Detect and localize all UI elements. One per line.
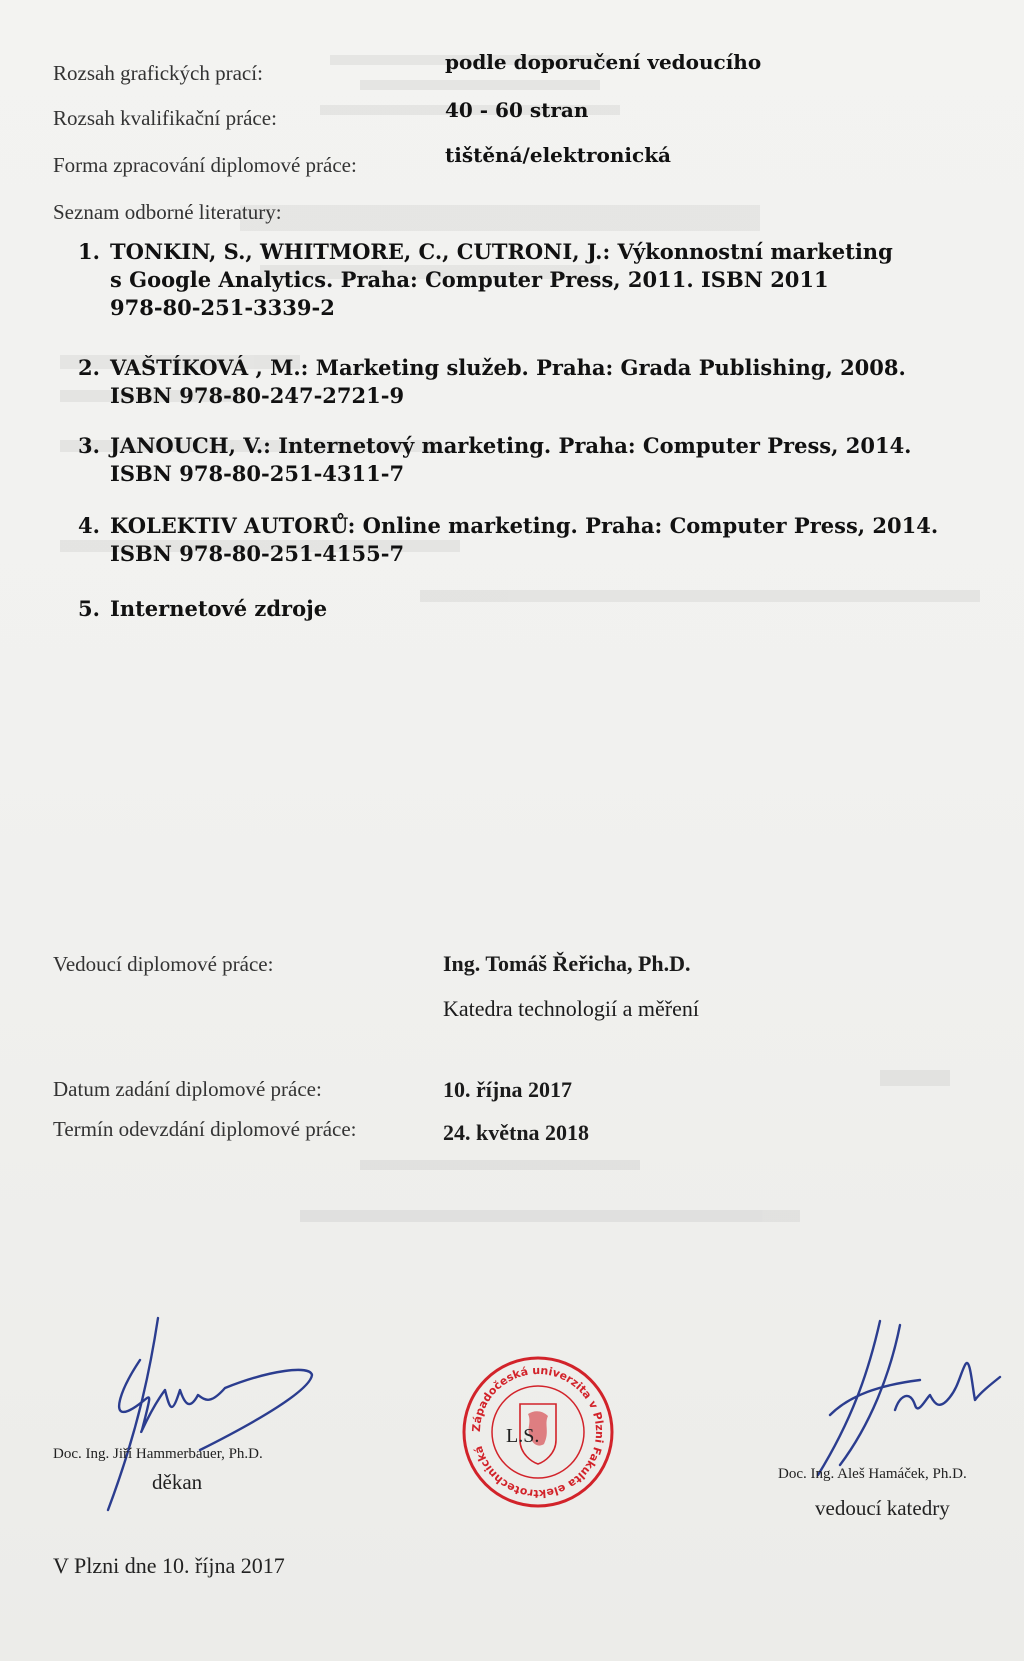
assigned-date-label: Datum zadání diplomové práce: — [53, 1077, 322, 1101]
literature-item — [78, 354, 906, 410]
due-date-value: 24. května 2018 — [443, 1120, 590, 1145]
literature-text: ISBN 978-80-251-4155-7 — [110, 541, 405, 566]
dean-role: děkan — [152, 1470, 203, 1494]
literature-text: s Google Analytics. Praha: Computer Press, 2011. ISBN 2011 — [110, 267, 829, 292]
literature-text: JANOUCH, V.: Internetový marketing. Praha: Computer Press, 2014. — [110, 433, 912, 458]
literature-item — [78, 432, 912, 488]
department-head-signature — [800, 1315, 1015, 1485]
scope-value: podle doporučení vedoucího — [445, 50, 762, 74]
assigned-date-value: 10. října 2017 — [443, 1077, 572, 1102]
supervisor-label: Vedoucí diplomové práce: — [53, 952, 274, 976]
stamp-ls-text: L.S. — [506, 1425, 540, 1447]
supervisor-name: Ing. Tomáš Řeřicha, Ph.D. — [443, 951, 691, 976]
literature-text: TONKIN, S., WHITMORE, C., CUTRONI, J.: Výkonnostní marketing — [110, 239, 893, 264]
literature-number: 2. — [78, 355, 100, 380]
literature-number: 3. — [78, 433, 100, 458]
literature-text: KOLEKTIV AUTORŮ: Online marketing. Praha: Computer Press, 2014. — [110, 513, 939, 538]
dean-name: Doc. Ing. Jiří Hammerbauer, Ph.D. — [53, 1446, 263, 1462]
dean-signature — [80, 1310, 340, 1520]
department-head-role: vedoucí katedry — [815, 1496, 950, 1520]
due-date-label: Termín odevzdání diplomové práce: — [53, 1117, 357, 1141]
stamp-ring-text: Západočeská univerzita v Plzni Fakulta elektrotechnická — [469, 1363, 607, 1501]
literature-item — [78, 238, 893, 322]
literature-text: Internetové zdroje — [110, 596, 328, 621]
literature-item — [78, 595, 327, 623]
literature-item — [78, 512, 938, 568]
length-label: Rozsah kvalifikační práce: — [53, 106, 277, 130]
literature-text: ISBN 978-80-247-2721-9 — [110, 383, 405, 408]
literature-label: Seznam odborné literatury: — [53, 200, 282, 224]
form-label: Forma zpracování diplomové práce: — [53, 153, 357, 177]
department-head-name: Doc. Ing. Aleš Hamáček, Ph.D. — [778, 1466, 967, 1482]
scope-label: Rozsah grafických prací: — [53, 61, 263, 85]
literature-text: VAŠTÍKOVÁ , M.: Marketing služeb. Praha: Grada Publishing, 2008. — [110, 355, 906, 380]
literature-text: ISBN 978-80-251-4311-7 — [110, 461, 405, 486]
literature-text: 978-80-251-3339-2 — [110, 295, 335, 320]
literature-number: 4. — [78, 513, 100, 538]
supervisor-department: Katedra technologií a měření — [443, 996, 699, 1021]
place-and-date: V Plzni dne 10. října 2017 — [53, 1553, 285, 1578]
literature-number: 5. — [78, 596, 100, 621]
form-value: tištěná/elektronická — [445, 143, 672, 167]
literature-number: 1. — [78, 239, 100, 264]
length-value: 40 - 60 stran — [445, 98, 589, 122]
